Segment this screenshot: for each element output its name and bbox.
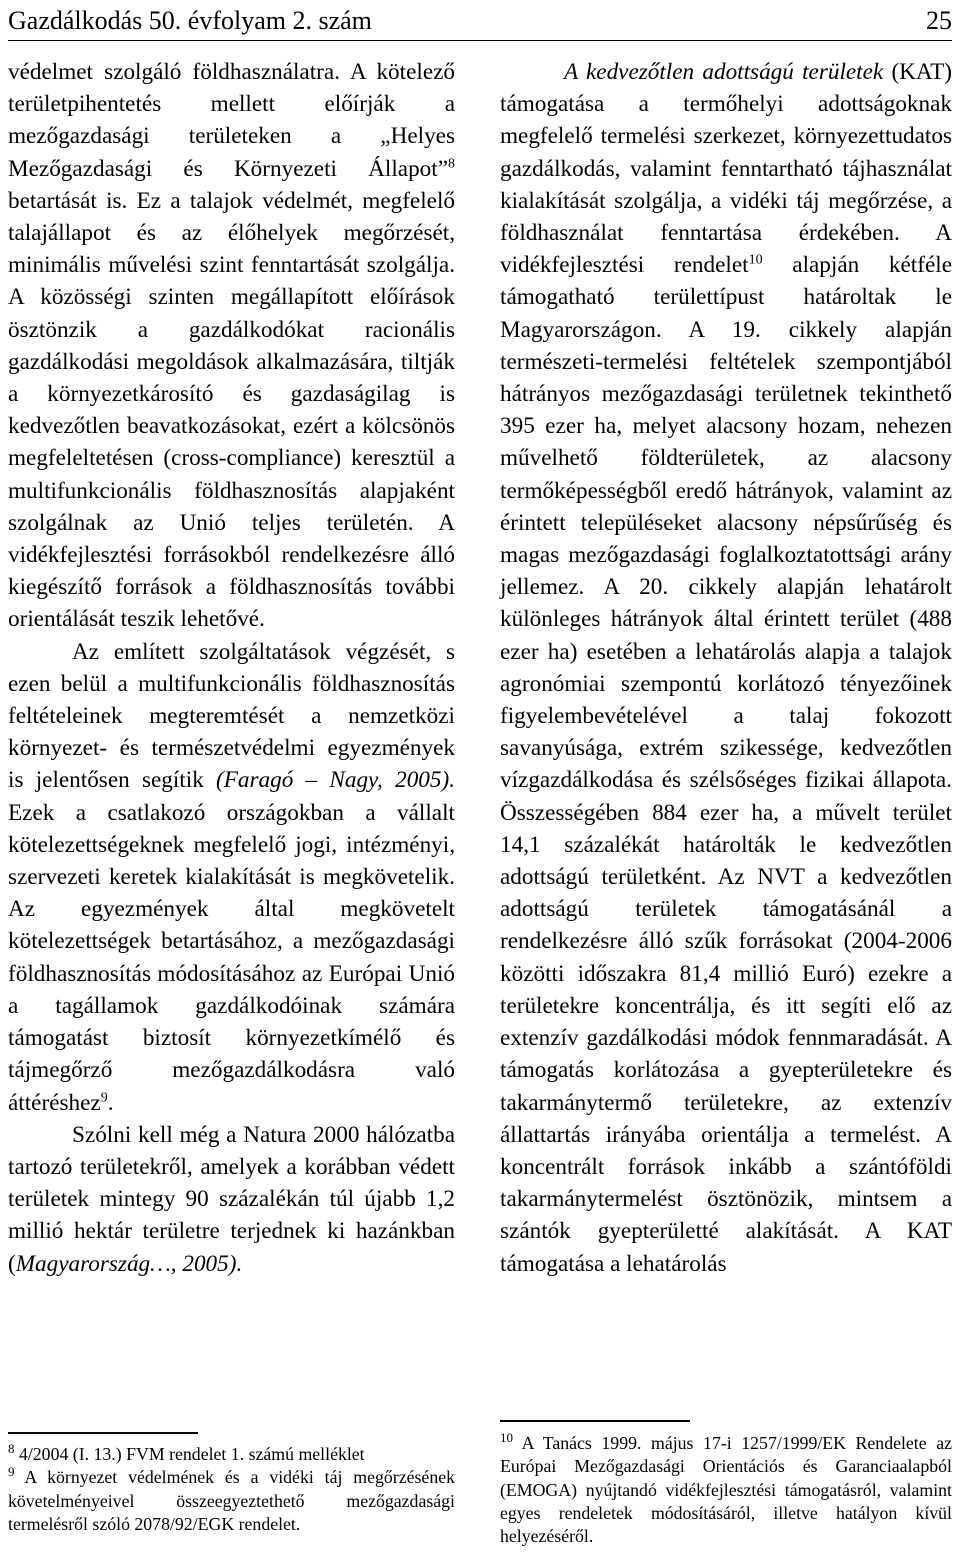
left-paragraph-1: védelmet szolgáló földhasználatra. A kötelező területpihentetés mellett előírják a mezőgazdasági területeken a „Helyes Mezőgazdasági és Környezeti Állapot”$^8$ betartását is. Ez a talajok védelmét, megfelelő talajállapot és az élőhelyek megőrzését, minimális művelési szint fenntartását szolgálja. A közösségi szinten megállapított előírások ösztönzik a gazdálkodókat racionális gazdálkodási megoldások alkalmazására, tiltják a környezetkárosító és gazdaságilag is kedvezőtlen beavatkozásokat, ezért a kölcsönös megfeleltetésen (cross-compliance) keresztül a multifunkcionális földhasznosítás alapjaként szolgálnak az Unió teljes területén. A vidékfejlesztési forrásokból rendelkezésre álló kiegészítő források a földhasznosítás további orientálását teszik lehetővé. [8,59,455,633]
left-column [8,56,455,1280]
left-paragraph-2: Az említett szolgáltatások végzését, s ezen belül a multifunkcionális földhasznosítás feltételeinek megteremtését a nemzetközi környezet- és természetvédelmi egyezmények is jelentősen segítik (Faragó – Nagy, 2005). Ezek a csatlakozó országokban a vállalt kötelezettségeknek megfelelő jogi, intézményi, szervezeti keretek kialakítását is megkövetelik. Az egyezmények által megkövetelt kötelezettségek betartásához, a mezőgazdasági földhasznosítás módosításához az Európai Unió a tagállamok gazdálkodóinak számára támogatást biztosít környezetkímélő és tájmegőrző mezőgazdálkodásra való áttéréshez$^9$. [8,638,455,1116]
citation-magyarorszag: Magyarország…, 2005). [15,1250,243,1277]
footnote-divider-right [500,1420,690,1422]
footnotes-right [500,1432,952,1548]
journal-title: Gazdálkodás 50. évfolyam 2. szám [8,6,372,35]
footnote-8: $^8$ 4/2004 (I. 13.) FVM rendelet 1. számú melléklet [8,1441,365,1464]
right-paragraph-1: A kedvezőtlen adottságú területek (KAT) támogatása a termőhelyi adottságoknak megfelelő termelési szerkezet, környezettudatos gazdálkodás, valamint fenntartható tájhasználat kialakítását szolgálja, a vidéki táj megőrzése, a földhasználat fenntartása érdekében. A vidékfejlesztési rendelet$^{10}$ alapján kétféle támogatható területtípust határoltak le Magyarországon. A 19. cikkely alapján természeti-termelési feltételek szempontjából hátrányos mezőgazdasági területnek tekinthető 395 ezer ha, melyet alacsony hozam, nehezen művelhető földterületek, az alacsony termőképességből eredő hátrányok, valamint az érintett településeket alacsony népsűrűség és magas mezőgazdasági foglalkoztatottsági arány jellemez. A 20. cikkely alapján lehatárolt különleges hátrányok által érintett terület (488 ezer ha) esetében a lehatárolás alapja a talajok agronómiai szempontú korlátozó tényezőinek figyelembevételével a talaj fokozott savanyúsága, extrém szikessége, kedvezőtlen vízgazdálkodása és szélsőséges fizikai állapota. Összességében 884 ezer ha, a művelt terület 14,1 százalékát határolták le kedvezőtlen adottságú területként. Az NVT a kedvezőtlen adottságú területek támogatásánál a rendelkezésre álló szűk forrásokat (2004-2006 közötti időszakra 81,4 millió Euró) ezekre a területekre koncentrálja, és itt segíti elő az extenzív gazdálkodási módok fennmaradását. A támogatás korlátozása a gyepterületekre és takarmánytermő területekre, az extenzív állattartás irányába orientálja a termelést. A koncentrált források inkább a szántóföldi takarmánytermelést ösztönözik, mintsem a szántók gyepterületté alakítását. A KAT támogatása a lehatárolás [500,59,953,1277]
footnote-9: $^9$ A környezet védelmének és a vidéki táj megőrzésének követelményeivel összeegyeztethető mezőgazdasági termelésről szóló 2078/92/EGK rendelet. [8,1464,455,1534]
footnote-ref-9[interactable]: 9 [100,1089,108,1105]
left-paragraph-3: Szólni kell még a Natura 2000 hálózatba tartozó területekről, amelyek a korábban védett területek mintegy 90 százalékán túl újabb 1,2 millió hektár területre terjednek ki hazánkban (Magyarország…, 2005). [8,1121,455,1277]
footnote-ref-8[interactable]: 8 [448,155,455,171]
footnotes-left [8,1443,455,1536]
section-lead-kat: A kedvezőtlen adottságú területek [564,59,884,85]
footnote-divider-left [8,1432,198,1434]
right-column [500,56,952,1280]
running-header [8,0,952,41]
page-number: 25 [926,6,952,35]
footnote-10: $^{10}$ A Tanács 1999. május 17-i 1257/1999/EK Rendelete az Európai Mezőgazdasági Orientációs és Garanciaalapból (EMOGA) nyújtandó vidékfejlesztési támogatásról, valamint egyes rendeletek módosításáról, illetve hatályon kívül helyezéséről. [500,1430,953,1547]
citation-farago-nagy: (Faragó – Nagy, 2005). [216,767,455,794]
footnote-ref-10[interactable]: 10 [748,252,763,268]
